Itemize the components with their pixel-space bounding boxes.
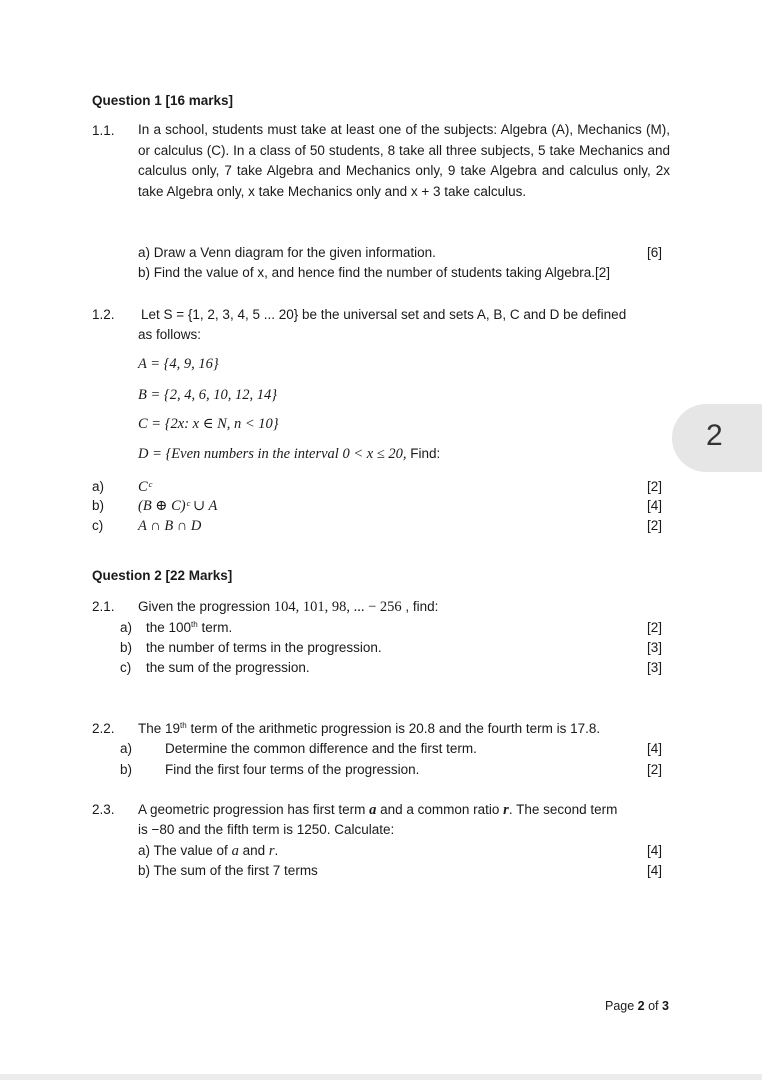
q2-heading: Question 2 [22 Marks] — [92, 568, 233, 583]
q2-3-number: 2.3. — [92, 802, 115, 817]
q2-1-a-pre: the 100 — [146, 620, 192, 635]
q2-1-intro-find: , find: — [401, 599, 439, 614]
q2-3-line1 — [138, 801, 617, 819]
q2-1-a-text — [146, 619, 232, 637]
q1-2-part-b-expr: (B ⊕ C)ᶜ ∪ A — [138, 498, 218, 514]
q1-2-part-a-expr: Cᶜ — [138, 479, 152, 495]
q1-2-part-c-expr: A ∩ B ∩ D — [138, 518, 202, 534]
q2-3-line1-a: A geometric progression has first term — [138, 802, 370, 817]
q2-3-b-text: b) The sum of the first 7 terms — [138, 863, 318, 878]
q2-1-c-mark: [3] — [646, 660, 662, 675]
q2-3-line1-b: and a common ratio — [376, 802, 504, 817]
q2-3-a-var1: a — [231, 843, 239, 859]
page-post: of — [644, 999, 662, 1013]
q2-2-number: 2.2. — [92, 721, 115, 736]
page-total: 3 — [662, 999, 669, 1013]
set-d-expression: D = {Even numbers in the interval 0 < x ≤ 20, — [138, 446, 407, 462]
q2-2-b-text: Find the first four terms of the progression. — [165, 762, 420, 777]
q1-2-part-c-label: c) — [92, 518, 104, 533]
q2-3-a-mark: [4] — [646, 843, 662, 858]
q1-1-number: 1.1. — [92, 123, 115, 138]
q1-2-part-b-label: b) — [92, 498, 105, 513]
q2-1-b-mark: [3] — [646, 640, 662, 655]
q2-2-a-label: a) — [120, 741, 133, 756]
q2-1-c-label: c) — [120, 660, 132, 675]
q1-1-a-mark: [6] — [646, 245, 662, 260]
set-c-definition: C = {2x: x ∈ N, n < 10} — [138, 416, 279, 432]
q2-3-a-mid: and — [238, 843, 269, 858]
page-pre: Page — [605, 999, 638, 1013]
side-page-tab-number: 2 — [706, 419, 723, 452]
q2-1-a-mark: [2] — [646, 620, 662, 635]
side-page-tab — [672, 404, 762, 472]
page-current: 2 — [637, 999, 645, 1013]
q1-2-part-a-mark: [2] — [646, 479, 662, 494]
q2-3-var-r: r — [503, 802, 509, 818]
q2-2-a-text: Determine the common difference and the first term. — [165, 741, 477, 756]
q2-1-a-post: term. — [197, 620, 233, 635]
q1-2-line1: Let S = {1, 2, 3, 4, 5 ... 20} be the universal set and sets A, B, C and D be defined — [141, 307, 627, 322]
q2-2-intro-post: term of the arithmetic progression is 20.8 and the fourth term is 17.8. — [186, 721, 601, 736]
q2-2-intro-pre: The 19 — [138, 721, 181, 736]
q2-3-a-post: . — [274, 843, 279, 858]
set-d-definition — [138, 445, 440, 463]
set-a-definition: A = {4, 9, 16} — [138, 356, 219, 372]
q1-2-part-b-mark: [4] — [646, 498, 662, 513]
q2-2-b-label: b) — [120, 762, 133, 777]
q2-3-line1-c: . The second term — [508, 802, 618, 817]
q2-1-intro-text: Given the progression — [138, 599, 274, 614]
q1-1-a-text: a) Draw a Venn diagram for the given information. — [138, 245, 436, 260]
q2-2-intro — [138, 720, 600, 738]
q2-1-a-label: a) — [120, 620, 133, 635]
q1-2-number: 1.2. — [92, 307, 115, 322]
q2-1-intro — [138, 598, 438, 616]
q2-2-b-mark: [2] — [646, 762, 662, 777]
q1-1-paragraph: In a school, students must take at least one of the subjects: Algebra (A), Mechanics (M), or calculus (C). In a class of 50 students, 8 take all three subjects, 5 take Mechanics and calculus only, 7 take Algebra and Mechanics only, 9 take Algebra and calculus only, 2x take Algebra only, x take Mechanics only and x + 3 take calculus. — [138, 122, 670, 199]
q2-3-a-pre: a) The value of — [138, 843, 232, 858]
q2-1-number: 2.1. — [92, 599, 115, 614]
q1-2-line2: as follows: — [138, 327, 202, 342]
q2-2-intro-sup: th — [180, 721, 187, 730]
q1-2-part-a-label: a) — [92, 479, 105, 494]
q1-1-b-text: b) Find the value of x, and hence find the number of students taking Algebra.[2] — [138, 265, 611, 280]
q2-3-b-mark: [4] — [646, 863, 662, 878]
q2-1-b-text: the number of terms in the progression. — [146, 640, 382, 655]
q2-2-a-mark: [4] — [646, 741, 662, 756]
set-d-find: Find: — [406, 446, 441, 461]
page-number — [605, 997, 669, 1015]
q1-heading: Question 1 [16 marks] — [92, 93, 234, 108]
q1-2-part-c-mark: [2] — [646, 518, 662, 533]
q2-1-c-text: the sum of the progression. — [146, 660, 310, 675]
q2-3-a-text — [138, 842, 278, 860]
q2-3-var-a: a — [369, 802, 377, 818]
q2-1-b-label: b) — [120, 640, 133, 655]
q2-3-a-var2: r — [268, 843, 275, 859]
set-b-definition: B = {2, 4, 6, 10, 12, 14} — [138, 387, 277, 403]
q2-1-a-sup: th — [191, 620, 198, 629]
q2-1-progression: 104, 101, 98, ... − 256 — [273, 599, 402, 615]
bottom-divider — [0, 1074, 762, 1080]
q2-3-line2: is −80 and the fifth term is 1250. Calculate: — [138, 822, 395, 837]
